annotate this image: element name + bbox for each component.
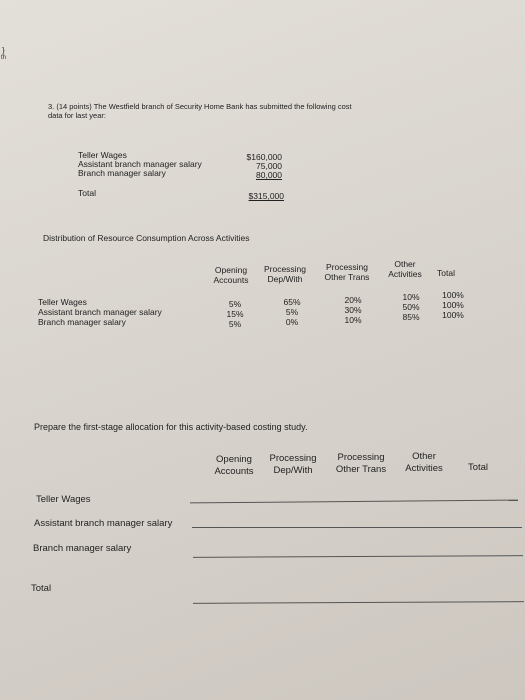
dist-cell: 20% xyxy=(344,295,362,305)
dist-header: Accounts xyxy=(213,275,249,285)
answer-line[interactable] xyxy=(193,601,524,604)
dist-row-label: Teller Wages xyxy=(38,297,87,307)
answer-line[interactable] xyxy=(190,500,518,504)
dist-cell: 50% xyxy=(402,302,420,312)
prepare-header: Total xyxy=(467,462,489,473)
dist-header: Processing xyxy=(263,264,307,274)
dist-cell: 0% xyxy=(285,317,299,327)
dist-cell: 15% xyxy=(226,309,244,319)
prepare-row-label: Assistant branch manager salary xyxy=(34,518,173,529)
prepare-header: Activities xyxy=(405,463,443,474)
prepare-total-label: Total xyxy=(31,583,52,594)
cost-total-label: Total xyxy=(78,188,96,198)
prepare-header: Dep/With xyxy=(273,465,313,476)
dist-row-label: Branch manager salary xyxy=(38,317,126,327)
cost-amount: $160,000 xyxy=(246,152,282,162)
cost-total-amount: $315,000 xyxy=(248,191,284,201)
question-line-2: data for last year: xyxy=(48,111,106,120)
dist-cell: 100% xyxy=(442,300,464,310)
dist-header: Dep/With xyxy=(267,274,303,284)
dist-cell: 10% xyxy=(344,315,362,325)
prepare-header: Opening xyxy=(216,454,252,465)
dist-header: Total xyxy=(437,268,455,278)
cost-label: Branch manager salary xyxy=(78,168,166,178)
dist-cell: 85% xyxy=(402,312,420,322)
answer-line[interactable] xyxy=(192,527,522,528)
dist-header: Activities xyxy=(388,269,422,279)
dist-cell: 65% xyxy=(283,297,301,307)
prepare-header: Accounts xyxy=(214,466,254,477)
prepare-header: Other xyxy=(412,451,436,462)
edge-mark: } xyxy=(2,46,5,55)
dist-cell: 100% xyxy=(442,310,464,320)
dist-header: Other xyxy=(394,259,416,269)
edge-mark: th xyxy=(1,55,7,61)
dist-header: Other Trans xyxy=(324,272,370,282)
prepare-instruction: Prepare the first-stage allocation for this activity-based costing study. xyxy=(34,422,308,432)
prepare-header: Other Trans xyxy=(335,464,387,475)
question-line-1: 3. (14 points) The Westfield branch of Security Home Bank has submitted the following cost xyxy=(48,102,352,111)
dist-header: Processing xyxy=(325,262,369,272)
dist-cell: 5% xyxy=(228,299,242,309)
dist-header: Opening xyxy=(214,265,248,275)
dist-cell: 30% xyxy=(344,305,362,315)
dist-cell: 100% xyxy=(442,290,464,300)
dist-cell: 10% xyxy=(402,292,420,302)
prepare-row-label: Branch manager salary xyxy=(33,543,132,554)
dist-cell: 5% xyxy=(228,319,242,329)
dist-row-label: Assistant branch manager salary xyxy=(38,307,162,317)
cost-amount: 75,000 xyxy=(256,161,282,171)
answer-line[interactable] xyxy=(193,555,523,558)
dist-cell: 5% xyxy=(285,307,299,317)
prepare-header: Processing xyxy=(269,453,317,464)
prepare-header: Processing xyxy=(337,452,385,463)
distribution-title: Distribution of Resource Consumption Across Activities xyxy=(43,233,250,243)
cost-label: Assistant branch manager salary xyxy=(78,159,202,169)
prepare-row-label: Teller Wages xyxy=(36,494,91,505)
cost-label: Teller Wages xyxy=(78,150,127,160)
cost-amount: 80,000 xyxy=(256,170,282,180)
